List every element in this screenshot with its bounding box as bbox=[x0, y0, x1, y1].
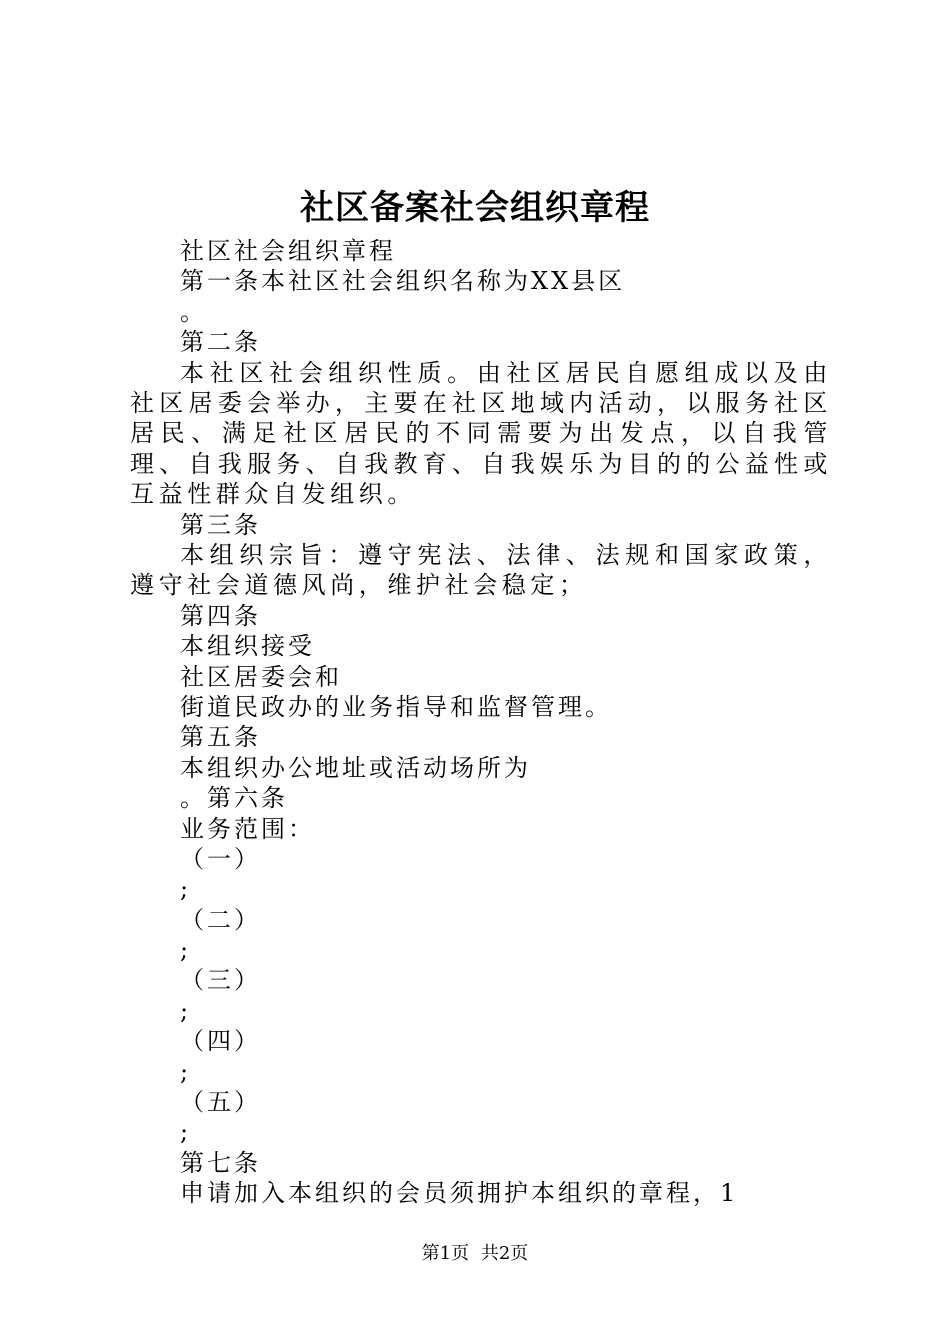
business-scope-line: 业务范围： bbox=[180, 814, 315, 843]
article-4-line-1: 本组织接受 bbox=[180, 632, 315, 661]
scope-item-3: （三） bbox=[180, 966, 261, 995]
scope-item-5: （五） bbox=[180, 1088, 261, 1117]
article-4-line-3: 街道民政办的业务指导和监督管理。 bbox=[180, 692, 612, 721]
scope-item-1: （一） bbox=[180, 844, 261, 873]
document-body bbox=[130, 236, 832, 1209]
page-total: 共2页 bbox=[480, 1243, 529, 1264]
article-2-paragraph: 本社区社会组织性质。由社区居民自愿组成以及由社区居委会举办，主要在社区地域内活动，以服务社区居民、满足社区居民的不同需要为出发点，以自我管理、自我服务、自我教育、自我娱乐为目的的公益性或互益性群众自发组织。 bbox=[130, 358, 832, 509]
scope-item-4-end: ; bbox=[180, 1057, 192, 1086]
page-number: 第1页 bbox=[421, 1243, 470, 1264]
article-1-line: 第一条本社区社会组织名称为XX县区 bbox=[180, 267, 626, 296]
article-6-heading: 。第六条 bbox=[180, 784, 288, 813]
scope-item-1-end: ; bbox=[180, 875, 192, 904]
scope-item-4: （四） bbox=[180, 1027, 261, 1056]
article-7-heading: 第七条 bbox=[180, 1148, 261, 1177]
subtitle-line: 社区社会组织章程 bbox=[180, 237, 396, 265]
article-7-line: 申请加入本组织的会员须拥护本组织的章程，1 bbox=[180, 1179, 739, 1208]
article-4-line-2: 社区居委会和 bbox=[180, 662, 342, 691]
article-5-heading: 第五条 bbox=[180, 723, 261, 752]
scope-item-3-end: ; bbox=[180, 996, 192, 1025]
scope-item-2-end: ; bbox=[180, 936, 192, 965]
page-footer bbox=[0, 1242, 950, 1266]
document-title: 社区备案社会组织章程 bbox=[300, 188, 650, 228]
punctuation-line: 。 bbox=[180, 297, 207, 326]
scope-item-2: （二） bbox=[180, 905, 261, 934]
article-4-heading: 第四条 bbox=[180, 601, 261, 630]
article-3-heading: 第三条 bbox=[180, 510, 261, 539]
article-2-heading: 第二条 bbox=[180, 328, 261, 357]
article-3-paragraph: 本组织宗旨：遵守宪法、法律、法规和国家政策，遵守社会道德风尚，维护社会稳定； bbox=[130, 540, 832, 600]
article-5-line: 本组织办公地址或活动场所为 bbox=[180, 753, 531, 782]
scope-item-5-end: ; bbox=[180, 1118, 192, 1147]
